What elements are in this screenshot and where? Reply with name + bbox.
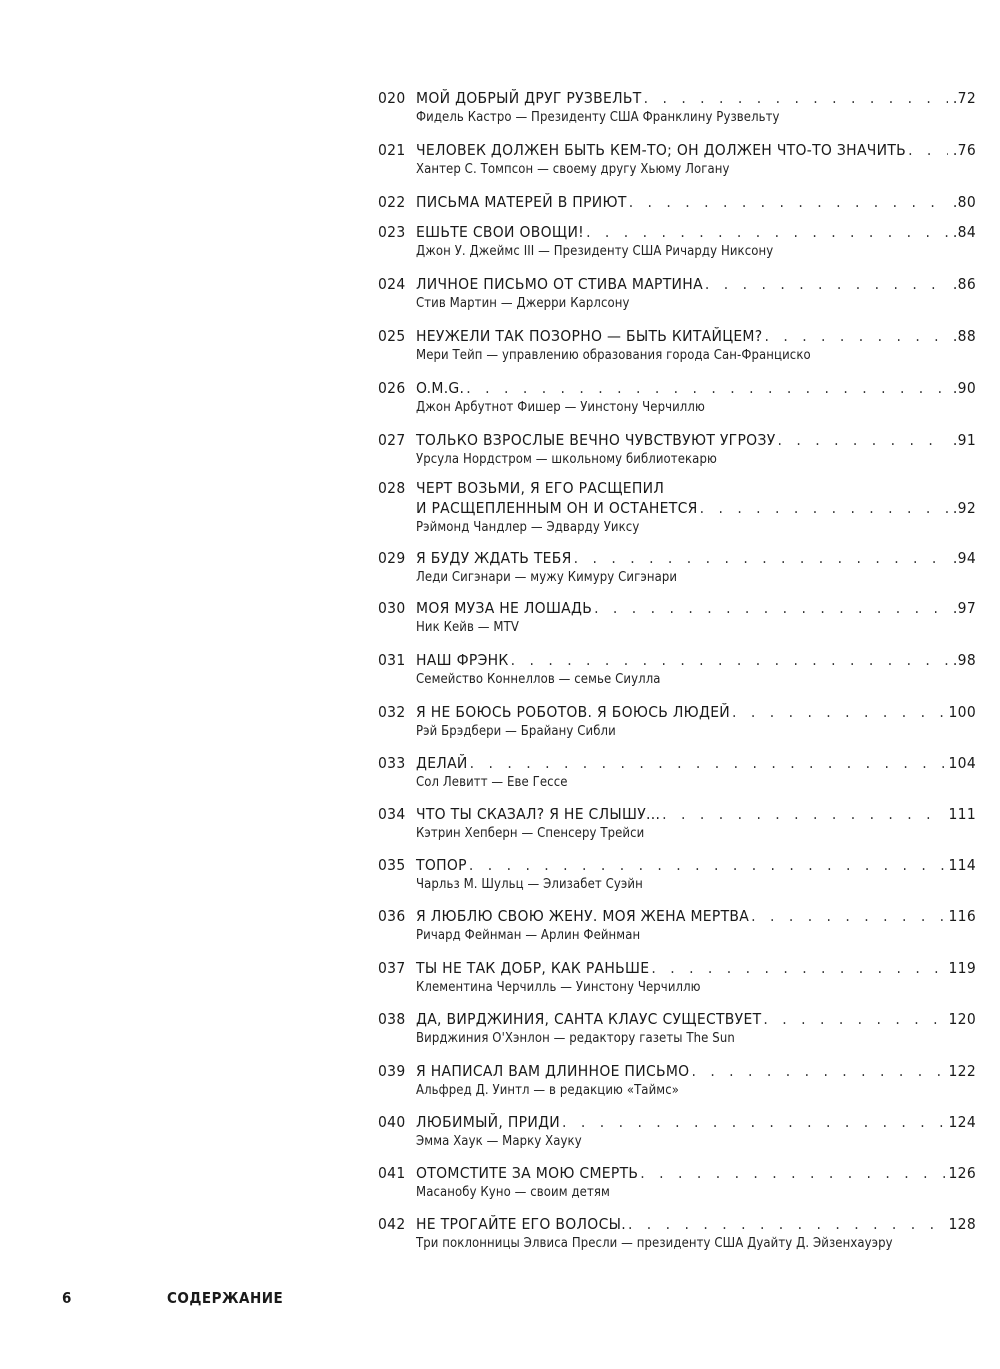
entry-title: МОЙ ДОБРЫЙ ДРУГ РУЗВЕЛЬТ — [416, 89, 642, 107]
dot-leader — [511, 650, 948, 670]
entry-title: ПИСЬМА МАТЕРЕЙ В ПРИЮТ — [416, 193, 627, 211]
entry-title: МОЯ МУЗА НЕ ЛОШАДЬ — [416, 599, 593, 617]
entry-author-line: Масанобу Куно — своим детям — [416, 1185, 610, 1200]
entry-title: ДЕЛАЙ — [416, 754, 468, 772]
entry-title: ТОЛЬКО ВЗРОСЛЫЕ ВЕЧНО ЧУВСТВУЮТ УГРОЗУ — [416, 431, 776, 449]
entry-number: 034 — [378, 805, 406, 823]
entry-author-line: Сол Левитт — Еве Гессе — [416, 775, 568, 790]
entry-page: .88 — [952, 327, 976, 345]
entry-number: 039 — [378, 1062, 406, 1080]
entry-author-line: Хантер С. Томпсон — своему другу Хьюму Логану — [416, 162, 730, 177]
entry-number: 040 — [378, 1113, 406, 1131]
entry-number: 020 — [378, 89, 406, 107]
entry-page: 100 — [948, 703, 976, 721]
entry-title: O.M.G. — [416, 379, 465, 397]
entry-author-line: Урсула Нордстром — школьному библиотекарю — [416, 452, 717, 467]
entry-title: ТОПОР — [416, 856, 467, 874]
entry-page: .90 — [952, 379, 976, 397]
entry-page: 119 — [948, 959, 976, 977]
toc-entry — [378, 378, 976, 417]
entry-page: .86 — [952, 275, 976, 293]
entry-page: .76 — [952, 141, 976, 159]
entry-page: 128 — [948, 1215, 976, 1233]
entry-title: ДА, ВИРДЖИНИЯ, САНТА КЛАУС СУЩЕСТВУЕТ — [416, 1010, 762, 1028]
toc-entry — [378, 1163, 976, 1202]
entry-author-line: Джон У. Джеймс III — Президенту США Ричарду Никсону — [416, 244, 774, 259]
dot-leader — [908, 140, 948, 160]
entry-author-line: Джон Арбутнот Фишер — Уинстону Черчиллю — [416, 400, 705, 415]
entry-page: 111 — [948, 805, 976, 823]
entry-title: Я БУДУ ЖДАТЬ ТЕБЯ — [416, 549, 572, 567]
entry-author-line: Эмма Хаук — Марку Хауку — [416, 1134, 582, 1149]
toc-entry — [378, 326, 976, 365]
entry-page: 126 — [948, 1164, 976, 1182]
entry-number: 026 — [378, 379, 406, 397]
dot-leader — [700, 498, 948, 518]
dot-leader — [586, 222, 948, 242]
dot-leader — [644, 88, 948, 108]
section-label: СОДЕРЖАНИЕ — [167, 1289, 284, 1307]
toc-entry — [378, 430, 976, 469]
dot-leader — [751, 906, 946, 926]
entry-title: Я НЕ БОЮСЬ РОБОТОВ. Я БОЮСЬ ЛЮДЕЙ — [416, 703, 731, 721]
entry-author-line: Рэймонд Чандлер — Эдварду Уиксу — [416, 520, 640, 535]
entry-title: Я НАПИСАЛ ВАМ ДЛИННОЕ ПИСЬМО — [416, 1062, 690, 1080]
entry-page: 116 — [948, 907, 976, 925]
entry-author-line: Рэй Брэдбери — Брайану Сибли — [416, 724, 616, 739]
entry-number: 037 — [378, 959, 406, 977]
dot-leader — [705, 274, 948, 294]
dot-leader — [640, 1163, 946, 1183]
toc-entry — [378, 906, 976, 945]
toc-entry — [378, 702, 976, 741]
entry-title: НАШ ФРЭНК — [416, 651, 509, 669]
entry-number: 030 — [378, 599, 406, 617]
dot-leader — [470, 753, 947, 773]
entry-author-line: Леди Сигэнари — мужу Кимуру Сигэнари — [416, 570, 678, 585]
entry-number: 021 — [378, 141, 406, 159]
entry-title: НЕУЖЕЛИ ТАК ПОЗОРНО — БЫТЬ КИТАЙЦЕМ? — [416, 327, 763, 345]
toc-entry — [378, 1214, 976, 1253]
entry-title: Я ЛЮБЛЮ СВОЮ ЖЕНУ. МОЯ ЖЕНА МЕРТВА — [416, 907, 750, 925]
dot-leader — [629, 192, 948, 212]
toc-entry — [378, 222, 976, 261]
dot-leader — [662, 804, 946, 824]
entry-author-line: Ричард Фейнман — Арлин Фейнман — [416, 928, 641, 943]
toc-entry — [378, 88, 976, 127]
entry-number: 033 — [378, 754, 406, 772]
entry-title: ЛЮБИМЫЙ, ПРИДИ — [416, 1113, 561, 1131]
dot-leader — [628, 1214, 947, 1234]
dot-leader — [778, 430, 949, 450]
entry-author-line: Альфред Д. Уинтл — в редакцию «Таймс» — [416, 1083, 679, 1098]
toc-entry — [378, 274, 976, 313]
entry-title-continued: И РАСЩЕПЛЕННЫМ ОН И ОСТАНЕТСЯ — [416, 499, 698, 517]
toc-entry — [378, 958, 976, 997]
entry-title: ЕШЬТЕ СВОИ ОВОЩИ! — [416, 223, 585, 241]
dot-leader — [469, 855, 947, 875]
dot-leader — [574, 548, 948, 568]
entry-page: .91 — [952, 431, 976, 449]
entry-title: ОТОМСТИТЕ ЗА МОЮ СМЕРТЬ — [416, 1164, 639, 1182]
toc-entry — [378, 192, 976, 212]
entry-title: НЕ ТРОГАЙТЕ ЕГО ВОЛОСЫ. — [416, 1215, 626, 1233]
entry-author-line: Мери Тейп — управлению образования города Сан-Франциско — [416, 348, 811, 363]
toc-entry — [378, 1061, 976, 1100]
entry-author-line: Вирджиния О'Хэнлон — редактору газеты The Sun — [416, 1031, 735, 1046]
entry-title: ЧТО ТЫ СКАЗАЛ? Я НЕ СЛЫШУ... — [416, 805, 661, 823]
entry-number: 025 — [378, 327, 406, 345]
toc-entry — [378, 804, 976, 843]
dot-leader — [594, 598, 948, 618]
toc-entry — [378, 1112, 976, 1151]
entry-number: 035 — [378, 856, 406, 874]
toc-entry — [378, 1009, 976, 1048]
entry-author-line: Чарльз М. Шульц — Элизабет Суэйн — [416, 877, 643, 892]
entry-page: 114 — [948, 856, 976, 874]
dot-leader — [763, 1009, 946, 1029]
entry-page: .94 — [952, 549, 976, 567]
entry-page: 122 — [948, 1062, 976, 1080]
entry-author-line: Клементина Черчилль — Уинстону Черчиллю — [416, 980, 701, 995]
toc-entry — [378, 478, 976, 537]
entry-number: 028 — [378, 479, 406, 497]
entry-title: ТЫ НЕ ТАК ДОБР, КАК РАНЬШЕ — [416, 959, 650, 977]
entry-title: ЧЕРТ ВОЗЬМИ, Я ЕГО РАСЩЕПИЛ — [416, 479, 665, 497]
entry-page: .80 — [952, 193, 976, 211]
entry-number: 023 — [378, 223, 406, 241]
entry-number: 042 — [378, 1215, 406, 1233]
dot-leader — [764, 326, 948, 346]
entry-page: .98 — [952, 651, 976, 669]
entry-author-line: Кэтрин Хепберн — Спенсеру Трейси — [416, 826, 645, 841]
entry-author-line: Ник Кейв — MTV — [416, 620, 519, 635]
entry-number: 036 — [378, 907, 406, 925]
dot-leader — [466, 378, 948, 398]
entry-page: .72 — [952, 89, 976, 107]
toc-entry — [378, 650, 976, 689]
entry-number: 041 — [378, 1164, 406, 1182]
entry-page: 104 — [948, 754, 976, 772]
toc-entry — [378, 598, 976, 637]
entry-number: 038 — [378, 1010, 406, 1028]
entry-number: 031 — [378, 651, 406, 669]
entry-page: .84 — [952, 223, 976, 241]
dot-leader — [691, 1061, 946, 1081]
entry-number: 027 — [378, 431, 406, 449]
entry-number: 029 — [378, 549, 406, 567]
entry-title: ЧЕЛОВЕК ДОЛЖЕН БЫТЬ КЕМ-ТО; ОН ДОЛЖЕН ЧТО-ТО ЗНАЧИТЬ — [416, 141, 907, 159]
entry-author-line: Фидель Кастро — Президенту США Франклину Рузвельту — [416, 110, 780, 125]
dot-leader — [562, 1112, 946, 1132]
page-number: 6 — [62, 1289, 72, 1307]
entry-author-line: Стив Мартин — Джерри Карлсону — [416, 296, 630, 311]
dot-leader — [732, 702, 946, 722]
entry-page: .97 — [952, 599, 976, 617]
entry-page: .92 — [952, 499, 976, 517]
toc-entry — [378, 548, 976, 587]
entry-number: 024 — [378, 275, 406, 293]
entry-page: 120 — [948, 1010, 976, 1028]
dot-leader — [651, 958, 946, 978]
entry-number: 022 — [378, 193, 406, 211]
entry-author-line: Семейство Коннеллов — семье Сиулла — [416, 672, 661, 687]
toc-entry — [378, 140, 976, 179]
entry-page: 124 — [948, 1113, 976, 1131]
toc-entry — [378, 753, 976, 792]
toc-entry — [378, 855, 976, 894]
entry-author-line: Три поклонницы Элвиса Пресли — президенту США Дуайту Д. Эйзенхауэру — [416, 1236, 893, 1251]
entry-title: ЛИЧНОЕ ПИСЬМО ОТ СТИВА МАРТИНА — [416, 275, 703, 293]
entry-number: 032 — [378, 703, 406, 721]
